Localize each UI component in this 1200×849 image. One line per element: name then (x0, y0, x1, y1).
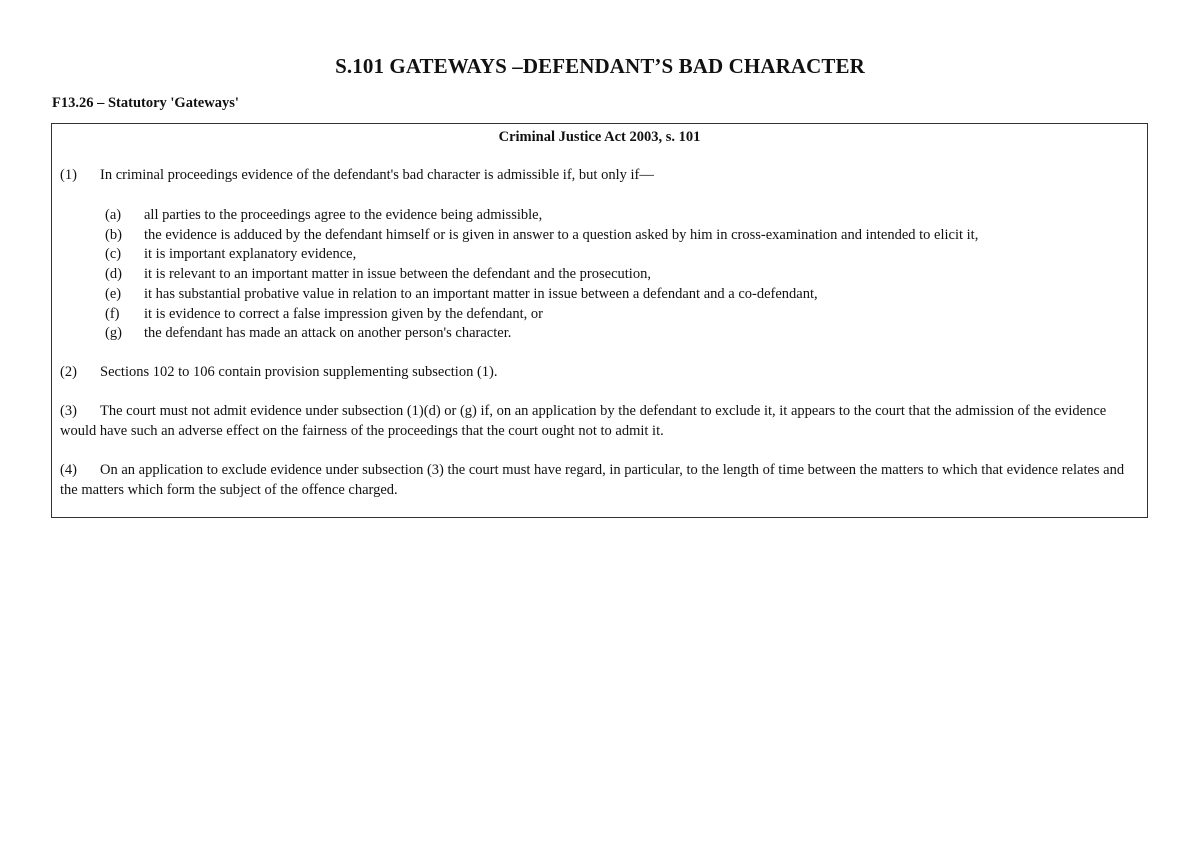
subsection-1 (60, 165, 1139, 185)
gateway-list (105, 206, 1143, 344)
gateway-letter: (a) (105, 207, 122, 223)
gateway-letter: (c) (105, 246, 122, 263)
gateway-letter: (e) (105, 285, 122, 302)
gateway-letter: (f) (105, 305, 120, 322)
gateway-letter: (d) (105, 266, 122, 283)
gateway-item-c (105, 245, 1143, 265)
subsection-4-text: On an application to exclude evidence under subsection (3) the court must have regard, in particular, to the length of time between the matters to which that evidence relates and the matters which form the subject of the offence charged. (60, 462, 1125, 498)
subsection-2-text: Sections 102 to 106 contain provision supplementing subsection (1). (100, 364, 498, 380)
statute-title: Criminal Justice Act 2003, s. 101 (498, 129, 701, 145)
gateway-text: it has substantial probative value in relation to an important matter in issue between a defendant and a co-defendant, (144, 285, 818, 302)
gateway-item-f (105, 305, 1143, 325)
gateway-text: it is evidence to correct a false impression given by the defendant, or (144, 305, 544, 322)
gateway-item-a (105, 206, 1143, 226)
gateway-letter: (g) (105, 325, 122, 342)
gateway-item-b (105, 226, 1143, 246)
gateway-item-e (105, 285, 1143, 305)
subsection-2 (60, 362, 1139, 382)
gateway-text: it is important explanatory evidence, (144, 246, 357, 263)
subsection-4-number: (4) (60, 462, 77, 478)
gateway-letter: (b) (105, 226, 122, 243)
subsection-1-text: In criminal proceedings evidence of the defendant's bad character is admissible if, but only if— (100, 167, 654, 183)
subsection-3-text: The court must not admit evidence under subsection (1)(d) or (g) if, on an application by the defendant to exclude it, it appears to the court that the admission of the evidence would have such an adverse effect on the fairness of the proceedings that the court ought not to admit it. (60, 403, 1107, 439)
subsection-4 (60, 460, 1139, 500)
subsection-2-number: (2) (60, 364, 77, 380)
subsection-3-number: (3) (60, 403, 77, 419)
subsection-3 (60, 401, 1139, 441)
gateway-text: it is relevant to an important matter in issue between the defendant and the prosecution, (144, 266, 651, 283)
section-heading: F13.26 – Statutory 'Gateways' (52, 95, 239, 111)
page-title: S.101 GATEWAYS –DEFENDANT’S BAD CHARACTER (335, 54, 865, 78)
gateway-text: all parties to the proceedings agree to the evidence being admissible, (144, 207, 543, 223)
gateway-item-d (105, 265, 1143, 285)
subsection-1-number: (1) (60, 167, 77, 183)
statute-box (51, 123, 1148, 518)
gateway-text: the evidence is adduced by the defendant himself or is given in answer to a question asked by him in cross-examination and intended to elicit it, (144, 226, 979, 243)
gateway-text: the defendant has made an attack on another person's character. (144, 325, 512, 342)
gateway-item-g (105, 324, 1143, 344)
